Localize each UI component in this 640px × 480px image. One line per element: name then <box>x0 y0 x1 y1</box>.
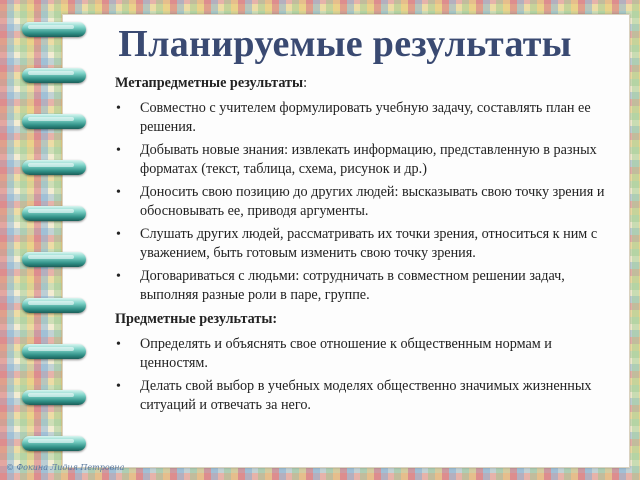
bullet-icon: • <box>116 337 121 352</box>
section-heading-meta <box>115 74 611 93</box>
list-item-text: Добывать новые знания: извлекать информацию, представленную в разных форматах (текст, таблица, схема, рисунок и др.) <box>140 142 597 177</box>
list-item-text: Договариваться с людьми: сотрудничать в совместном решении задач, выполняя разные роли в паре, группе. <box>140 268 565 303</box>
list-item <box>115 141 611 179</box>
list-item-text: Доносить свою позицию до других людей: высказывать свою точку зрения и обосновывать ее, приводя аргументы. <box>140 184 605 219</box>
binder-ring-icon <box>22 114 86 129</box>
binder-ring-icon <box>22 390 86 405</box>
binder-rings <box>22 22 86 462</box>
author-watermark: © Фокина Лидия Петровна <box>6 463 125 472</box>
list-item <box>115 335 611 373</box>
binder-ring-icon <box>22 436 86 451</box>
list-item <box>115 377 611 415</box>
bullet-list-subject <box>115 335 611 415</box>
bullet-list-meta <box>115 99 611 305</box>
list-item-text: Слушать других людей, рассматривать их точки зрения, относиться к ним с уважением, быть готовым изменить свою точку зрения. <box>140 226 598 261</box>
list-item <box>115 183 611 221</box>
section-heading-text: Предметные результаты: <box>115 311 278 327</box>
bullet-icon: • <box>116 227 121 242</box>
slide-title: Планируемые результаты <box>118 23 572 65</box>
list-item <box>115 267 611 305</box>
list-item-text: Определять и объяснять свое отношение к общественным нормам и ценностям. <box>140 336 552 371</box>
bullet-icon: • <box>116 143 121 158</box>
binder-ring-icon <box>22 68 86 83</box>
bullet-icon: • <box>116 101 121 116</box>
bullet-icon: • <box>116 185 121 200</box>
binder-ring-icon <box>22 252 86 267</box>
list-item <box>115 99 611 137</box>
binder-ring-icon <box>22 160 86 175</box>
section-heading-subject <box>115 310 611 329</box>
binder-ring-icon <box>22 298 86 313</box>
bullet-icon: • <box>116 379 121 394</box>
section-heading-text: Метапредметные результаты <box>115 75 304 91</box>
binder-ring-icon <box>22 206 86 221</box>
slide-content <box>115 74 611 420</box>
section-heading-colon: : <box>303 75 308 91</box>
binder-ring-icon <box>22 344 86 359</box>
list-item-text: Совместно с учителем формулировать учебную задачу, составлять план ее решения. <box>140 100 591 135</box>
list-item <box>115 225 611 263</box>
bullet-icon: • <box>116 269 121 284</box>
list-item-text: Делать свой выбор в учебных моделях общественно значимых жизненных ситуаций и отвечать за него. <box>140 378 592 413</box>
